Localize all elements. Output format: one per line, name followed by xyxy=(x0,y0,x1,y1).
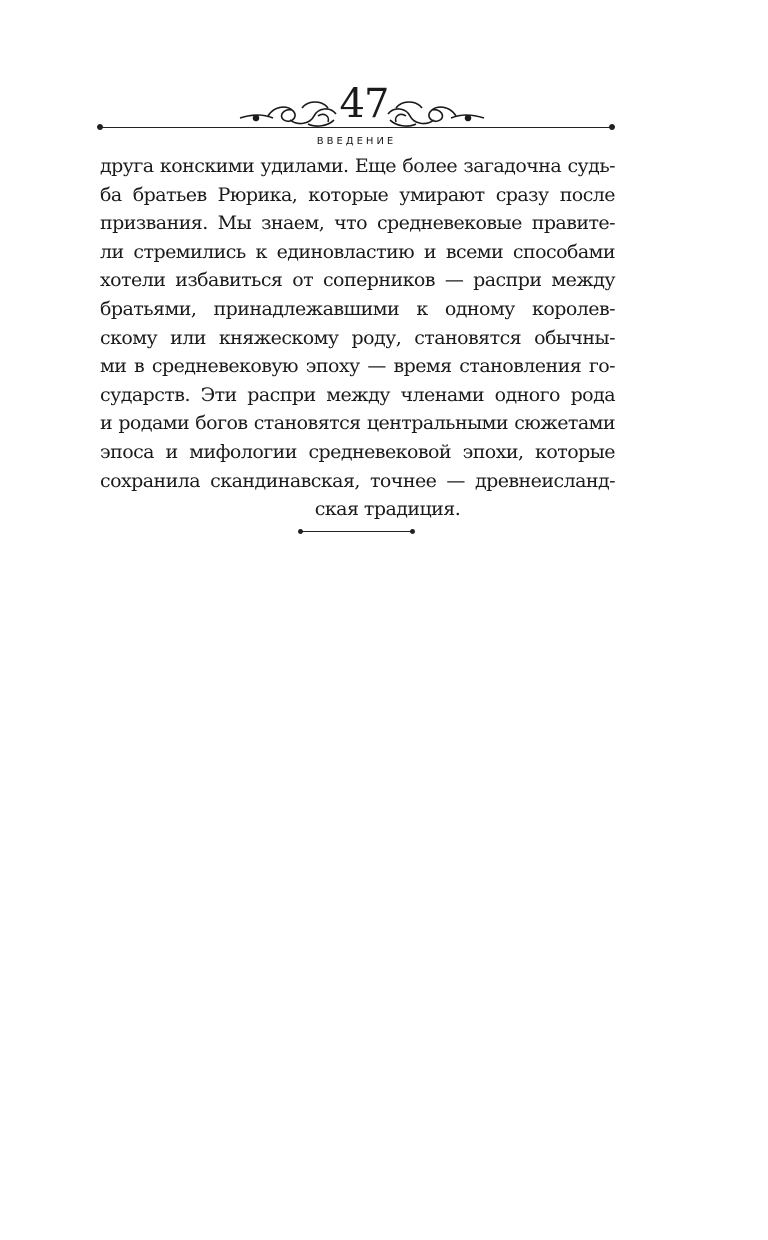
section-end-dot-left xyxy=(298,529,303,534)
page-number: 47 xyxy=(339,81,389,127)
text-line: друга конскими удилами. Еще более загадочна судь- xyxy=(100,155,615,177)
text-line: эпоса и мифологии средневековой эпохи, которые xyxy=(100,440,615,463)
text-line: сохранила скандинавская, точнее — древнеисланд- xyxy=(100,469,615,492)
text-line: хотели избавиться от соперников — распри между xyxy=(100,269,615,292)
knotwork-ornament-right xyxy=(386,94,486,130)
running-head-section-title: ВВЕДЕНИЕ xyxy=(316,136,397,147)
text-line-last: ская традиция. xyxy=(314,498,461,521)
text-line: призвания. Мы знаем, что средневековые правите- xyxy=(100,212,615,235)
header-rule-cap-right xyxy=(609,124,615,130)
header-rule-cap-left xyxy=(97,124,103,130)
text-line: ба братьев Рюрика, которые умирают сразу после xyxy=(100,183,615,206)
knotwork-ornament-left xyxy=(238,94,338,130)
text-line: скому или княжескому роду, становятся обычны- xyxy=(100,326,615,349)
section-end-dot-right xyxy=(410,529,415,534)
text-line: ми в средневековую эпоху — время становления го- xyxy=(100,355,615,378)
body-paragraph xyxy=(100,152,615,524)
text-line: и родами богов становятся центральными сюжетами xyxy=(100,412,615,435)
text-line: ли стремились к единовластию и всеми способами xyxy=(100,240,615,263)
text-line: сударств. Эти распри между членами одного рода xyxy=(100,383,615,406)
section-end-rule xyxy=(300,531,412,532)
page-header xyxy=(0,0,768,150)
text-line: братьями, принадлежавшими к одному королев- xyxy=(100,297,615,320)
header-rule xyxy=(100,127,612,128)
